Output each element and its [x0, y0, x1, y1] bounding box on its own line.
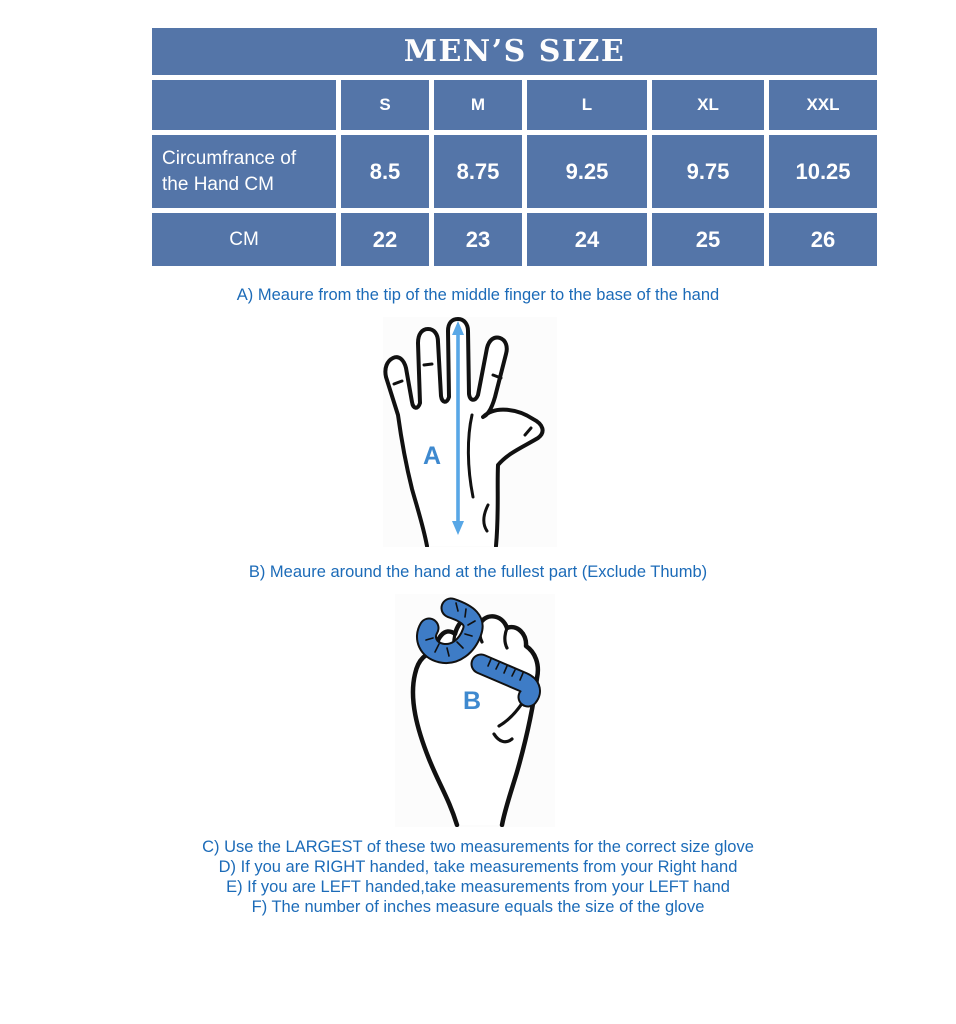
header-size-s: S: [341, 80, 429, 130]
instruction-e: E) If you are LEFT handed,take measurements from your LEFT hand: [226, 878, 730, 896]
table-title: MEN’S SIZE: [152, 28, 877, 75]
instruction-c: C) Use the LARGEST of these two measurements for the correct size glove: [202, 838, 754, 856]
cm-value-m: 23: [434, 213, 522, 266]
hand-outline: [385, 319, 542, 546]
header-size-xl: XL: [652, 80, 764, 130]
ring-crease-mark: [424, 364, 432, 365]
circumference-value-m: 8.75: [434, 135, 522, 208]
circumference-value-l: 9.25: [527, 135, 647, 208]
diagram-label-a: A: [423, 442, 442, 470]
mens-size-table: [152, 28, 877, 266]
diagram-label-b: B: [463, 687, 482, 715]
circumference-value-s: 8.5: [341, 135, 429, 208]
cm-value-xl: 25: [652, 213, 764, 266]
circumference-value-xl: 9.75: [652, 135, 764, 208]
hand-length-diagram: [0, 317, 956, 547]
row-label-circumference-text: Circumfrance of the Hand CM: [162, 148, 297, 195]
fist-illustration: [395, 594, 555, 827]
header-size-m: M: [434, 80, 522, 130]
cm-value-l: 24: [527, 213, 647, 266]
instruction-list: [0, 837, 956, 917]
cm-value-s: 22: [341, 213, 429, 266]
instruction-a: A) Meaure from the tip of the middle finger to the base of the hand: [236, 286, 720, 304]
instruction-d: D) If you are RIGHT handed, take measurements from your Right hand: [218, 858, 738, 876]
row-label-circumference: [152, 135, 336, 208]
hand-circumference-diagram: [0, 594, 956, 827]
instruction-b: B) Meaure around the hand at the fullest part (Exclude Thumb): [248, 563, 708, 581]
row-label-cm: CM: [152, 213, 336, 266]
header-empty: [152, 80, 336, 130]
header-size-xxl: XXL: [769, 80, 877, 130]
circumference-value-xxl: 10.25: [769, 135, 877, 208]
cm-value-xxl: 26: [769, 213, 877, 266]
header-size-l: L: [527, 80, 647, 130]
open-hand-illustration: [383, 317, 557, 547]
instruction-f: F) The number of inches measure equals the size of the glove: [251, 898, 705, 916]
